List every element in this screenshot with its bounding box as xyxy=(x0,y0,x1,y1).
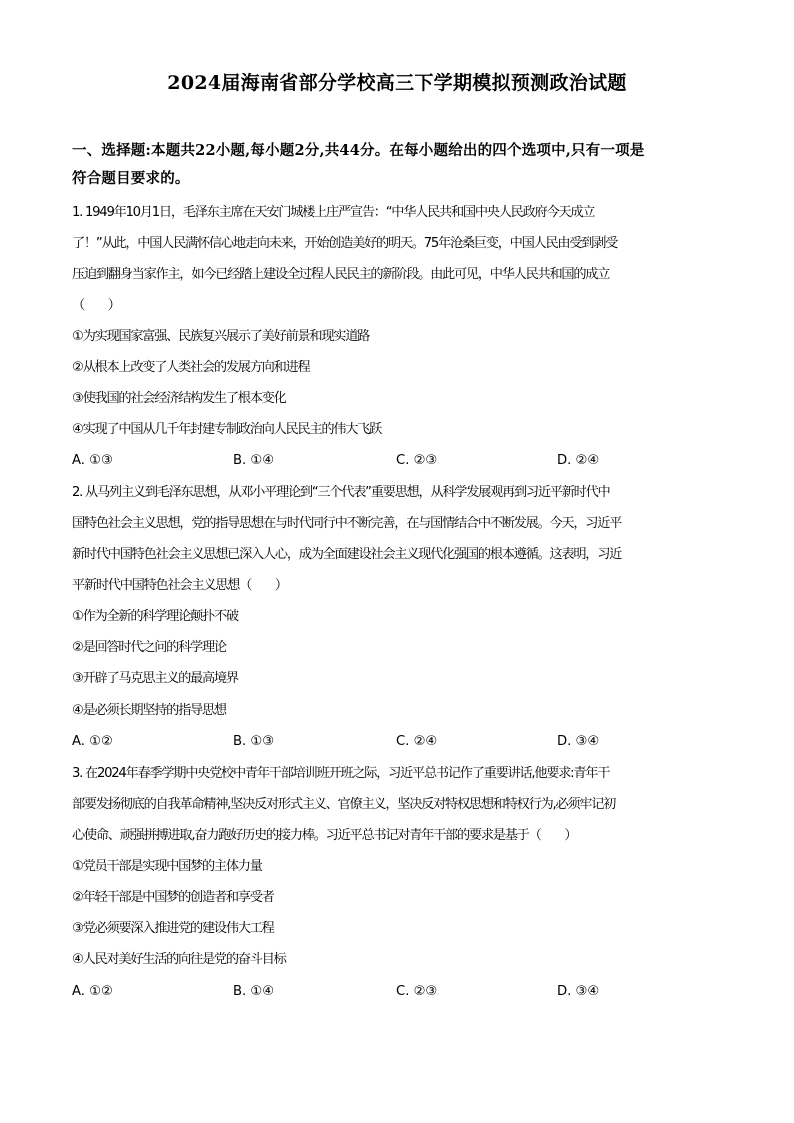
statement-2: ②年轻干部是中国梦的创造者和享受者 xyxy=(72,890,274,905)
statement-4: ④是必须长期坚持的指导思想 xyxy=(72,703,226,718)
statement-4: ④人民对美好生活的向往是党的奋斗目标 xyxy=(72,952,286,967)
choice-c: C. ②③ xyxy=(396,453,438,468)
question-stem-line: 3. 在2024年春季学期中央党校中青年干部培训班开班之际，习近平总书记作了重要讲话,他要求:青年干 xyxy=(72,766,610,781)
choice-d: D. ③④ xyxy=(557,734,600,749)
question-stem-line: 心使命、顽强拼搏进取,奋力跑好历史的接力棒。习近平总书记对青年干部的要求是基于（ ） xyxy=(72,828,577,843)
choice-a: A. ①② xyxy=(72,984,113,999)
statement-3: ③使我国的社会经济结构发生了根本变化 xyxy=(72,391,286,406)
choice-b: B. ①④ xyxy=(233,453,275,468)
question-stem-line: 2. 从马列主义到毛泽东思想，从邓小平理论到“三个代表”重要思想，从科学发展观再到习近平新时代中 xyxy=(72,485,610,500)
choice-b: B. ①④ xyxy=(233,984,275,999)
question-stem-line: 国特色社会主义思想，党的指导思想在与时代同行中不断完善，在与国情结合中不断发展。今天，习近平 xyxy=(72,516,622,531)
section-heading xyxy=(72,137,724,193)
question-stem-line: 部要发扬彻底的自我革命精神,坚决反对形式主义、官僚主义，坚决反对特权思想和特权行为,必须牢记初 xyxy=(72,797,616,812)
statement-2: ②是回答时代之问的科学理论 xyxy=(72,640,226,655)
choice-c: C. ②④ xyxy=(396,734,438,749)
question-stem-line: （ ） xyxy=(72,298,120,313)
statement-1: ①作为全新的科学理论颠扑不破 xyxy=(72,609,238,624)
statement-4: ④实现了中国从几千年封建专制政治向人民民主的伟大飞跃 xyxy=(72,422,382,437)
statement-1: ①党员干部是实现中国梦的主体力量 xyxy=(72,859,262,874)
choice-b: B. ①③ xyxy=(233,734,275,749)
question-stem-line: 1. 1949年10月1日，毛泽东主席在天安门城楼上庄严宣告：“中华人民共和国中央人民政府今天成立 xyxy=(72,205,595,220)
choice-a: A. ①② xyxy=(72,734,113,749)
choice-d: D. ②④ xyxy=(557,453,600,468)
page-title: 2024届海南省部分学校高三下学期模拟预测政治试题 xyxy=(167,72,627,94)
question-stem-line: 新时代中国特色社会主义思想已深入人心，成为全面建设社会主义现代化强国的根本遵循。这表明，习近 xyxy=(72,547,622,562)
section-heading-line-2: 符合题目要求的。 xyxy=(72,170,190,187)
section-heading-line-1: 一、选择题:本题共22小题,每小题2分,共44分。在每小题给出的四个选项中,只有一项是 xyxy=(72,142,645,159)
choice-c: C. ②③ xyxy=(396,984,438,999)
statement-1: ①为实现国家富强、民族复兴展示了美好前景和现实道路 xyxy=(72,329,370,344)
question-stem-line: 平新时代中国特色社会主义思想（ ） xyxy=(72,578,287,593)
question-stem-line: 压迫到翻身当家作主，如今已经踏上建设全过程人民民主的新阶段。由此可见，中华人民共和国的成立 xyxy=(72,267,610,282)
choice-a: A. ①③ xyxy=(72,453,113,468)
question-stem-line: 了！”从此，中国人民满怀信心地走向未来，开始创造美好的明天。75年沧桑巨变，中国人民由受到剥受 xyxy=(72,236,618,251)
statement-3: ③党必须要深入推进党的建设伟大工程 xyxy=(72,921,274,936)
choice-d: D. ③④ xyxy=(557,984,600,999)
statement-3: ③开辟了马克思主义的最高境界 xyxy=(72,671,238,686)
statement-2: ②从根本上改变了人类社会的发展方向和进程 xyxy=(72,360,310,375)
